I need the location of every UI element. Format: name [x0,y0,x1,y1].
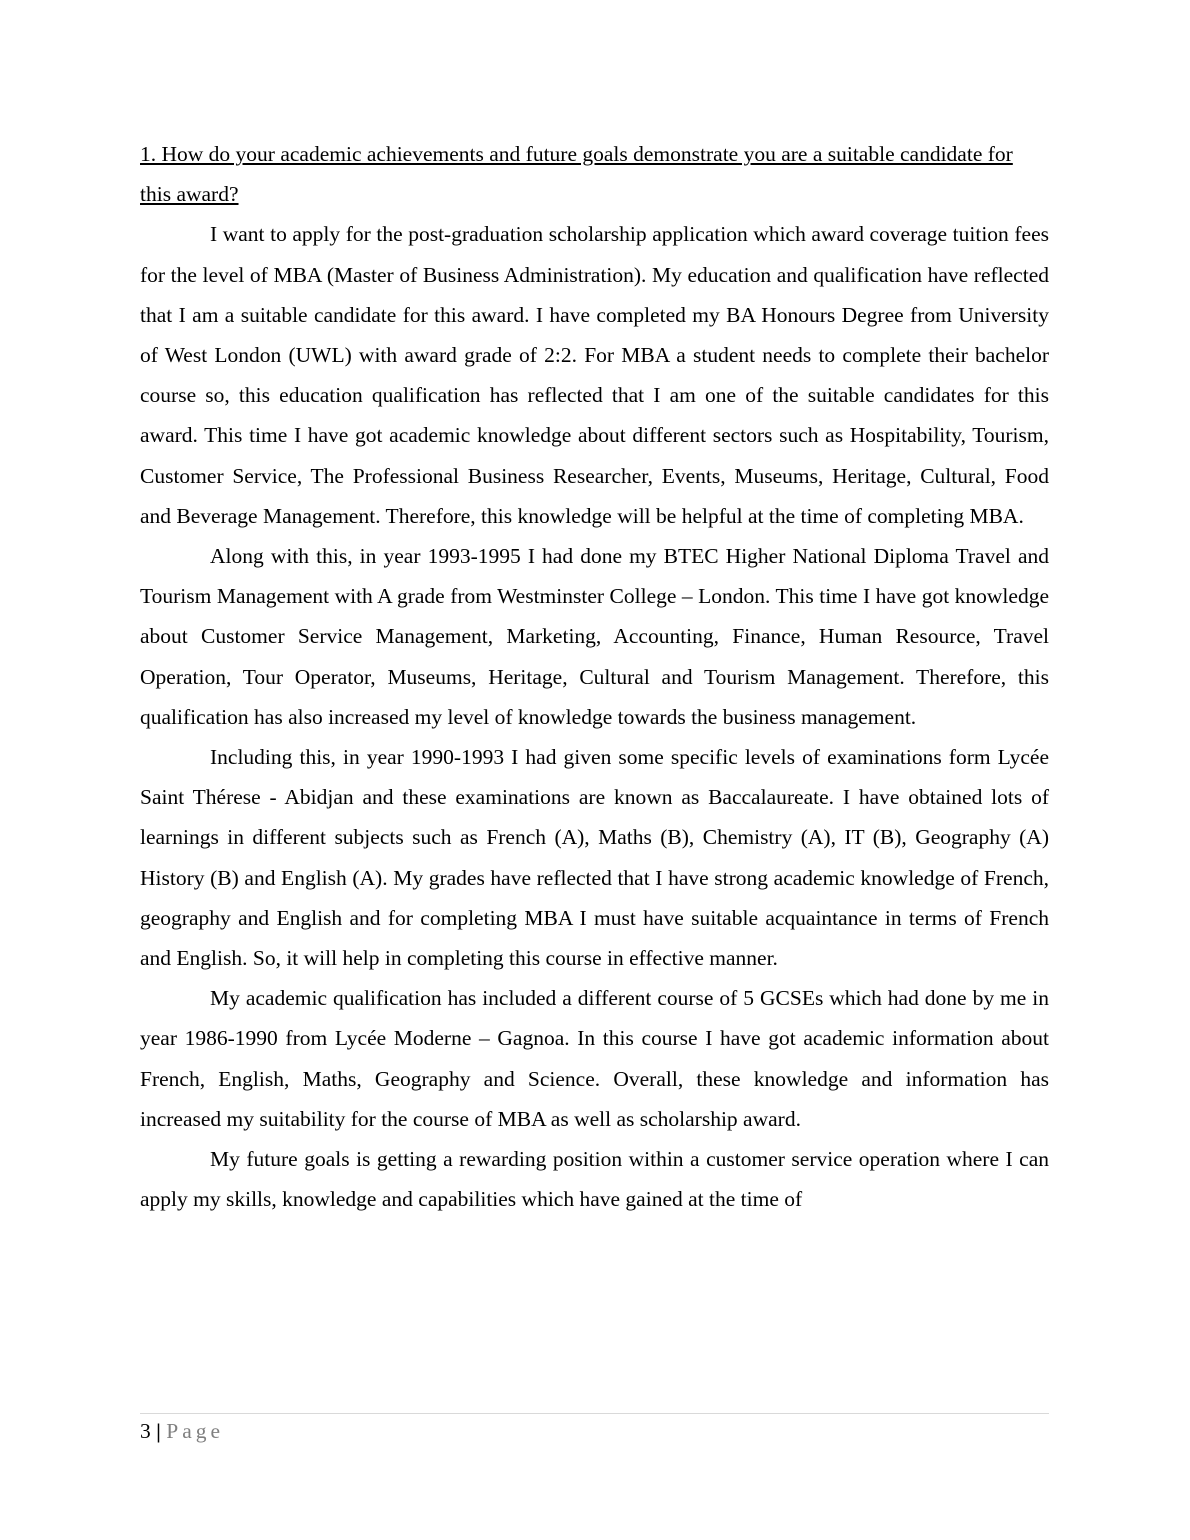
paragraph-2: Along with this, in year 1993-1995 I had done my BTEC Higher National Diploma Travel and Tourism Management with A grade from Westminster College – London. This time I have got knowledge about Customer Service Management, Marketing, Accounting, Finance, Human Resource, Travel Operation, Tour Operator, Museums, Heritage, Cultural and Tourism Management. Therefore, this qualification has also increased my level of knowledge towards the business management. [140,544,1049,729]
footer-divider [140,1413,1049,1414]
page-label: Page [166,1419,225,1443]
paragraph-1: I want to apply for the post-graduation scholarship application which award coverage tuition fees for the level of MBA (Master of Business Administration). My education and qualification have reflected that I am a suitable candidate for this award. I have completed my BA Honours Degree from University of West London (UWL) with award grade of 2:2. For MBA a student needs to complete their bachelor course so, this education qualification has reflected that I am one of the suitable candidates for this award. This time I have got academic knowledge about different sectors such as Hospitability, Tourism, Customer Service, The Professional Business Researcher, Events, Museums, Heritage, Cultural, Food and Beverage Management. Therefore, this knowledge will be helpful at the time of completing MBA. [140,222,1049,528]
paragraph-3: Including this, in year 1990-1993 I had given some specific levels of examinations form Lycée Saint Thérese - Abidjan and these examinations are known as Baccalaureate. I have obtained lots of learnings in different subjects such as French (A), Maths (B), Chemistry (A), IT (B), Geography (A) History (B) and English (A). My grades have reflected that I have strong academic knowledge of French, geography and English and for completing MBA I must have suitable acquaintance in terms of French and English. So, it will help in completing this course in effective manner. [140,745,1049,971]
paragraph-5: My future goals is getting a rewarding position within a customer service operation where I can apply my skills, knowledge and capabilities which have gained at the time of [140,1147,1049,1212]
paragraph-4: My academic qualification has included a different course of 5 GCSEs which had done by me in year 1986-1990 from Lycée Moderne – Gagnoa. In this course I have got academic information about French, English, Maths, Geography and Science. Overall, these knowledge and information has increased my suitability for the course of MBA as well as scholarship award. [140,986,1049,1131]
question-heading: 1. How do your academic achievements and future goals demonstrate you are a suitable candidate for this award? [140,142,1013,207]
page-footer [140,1416,224,1446]
page-number: 3 [140,1419,151,1443]
document-body [140,134,1049,1219]
footer-separator: | [156,1419,161,1443]
